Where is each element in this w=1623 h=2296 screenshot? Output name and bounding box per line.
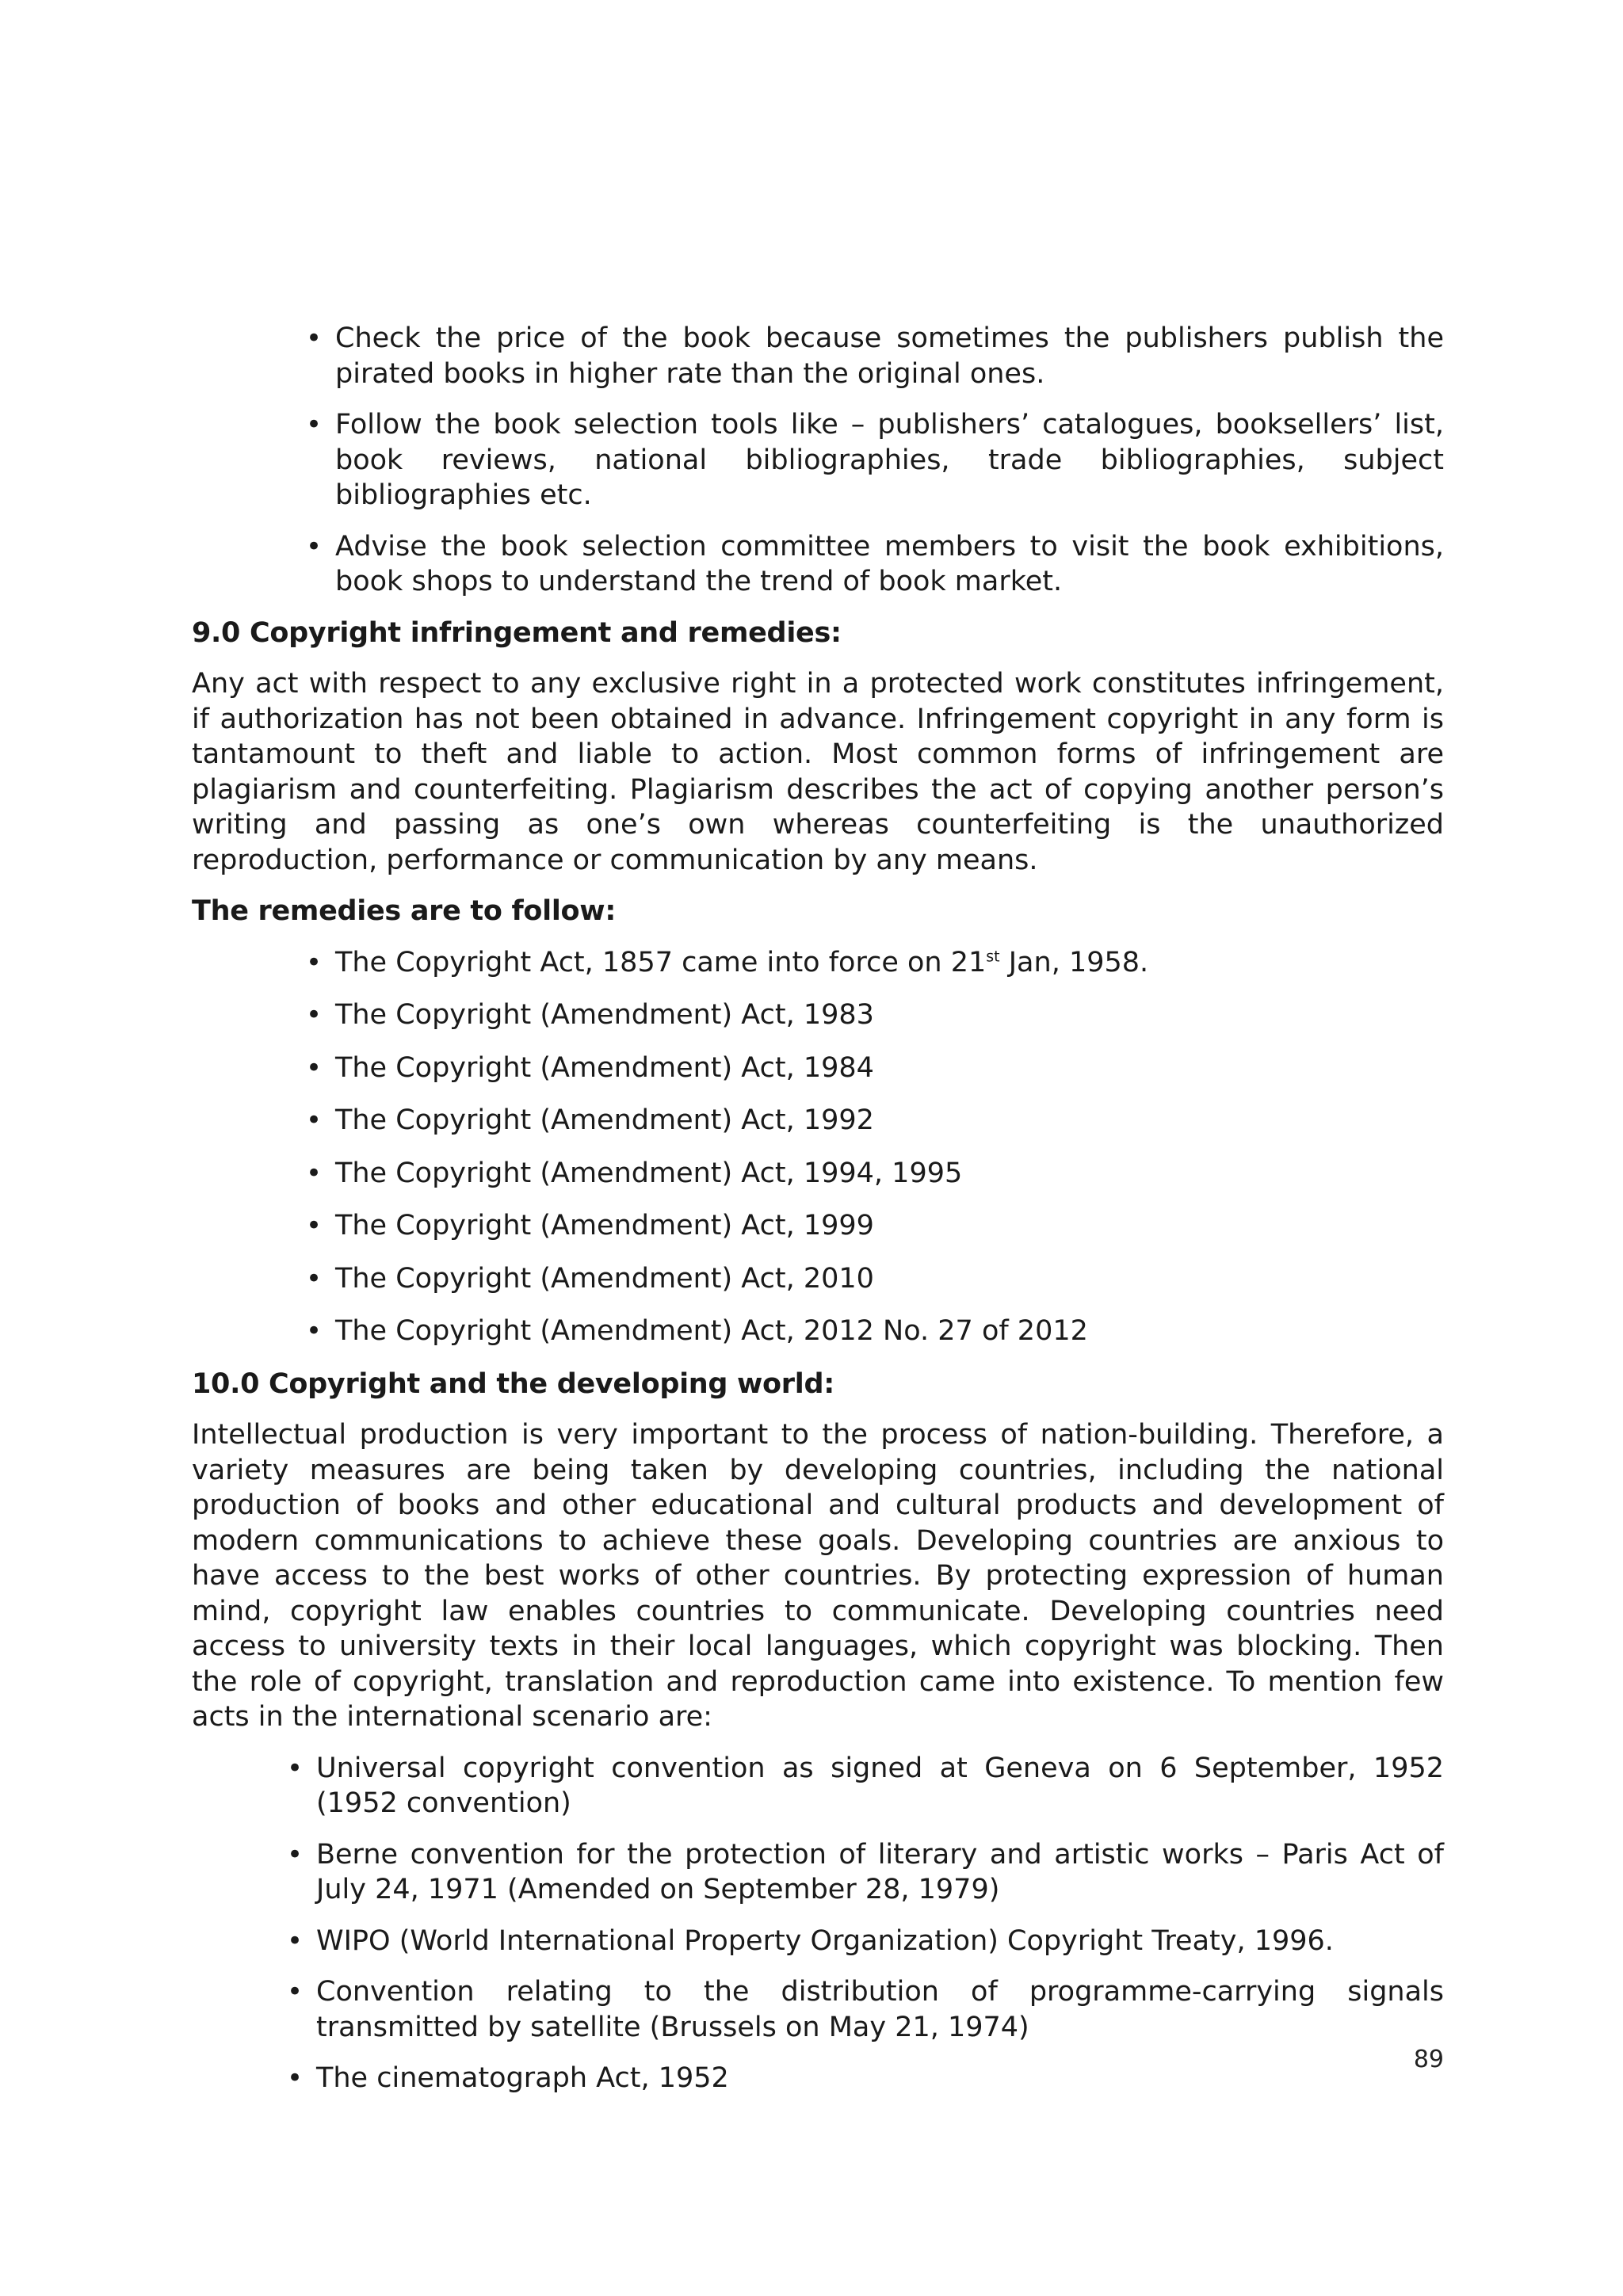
list-item-text: WIPO (World International Property Organization) Copyright Treaty, 1996.: [316, 1924, 1334, 1957]
remedy-first-before: The Copyright Act, 1857 came into force on 21: [335, 946, 987, 978]
list-item-text: The Copyright (Amendment) Act, 1992: [335, 1104, 874, 1136]
intro-bullet-list: [192, 321, 1444, 600]
section-10-paragraph: Intellectual production is very important to the process of nation-building. Therefore, a variety measures are being taken by developing countries, including the national production of books and other educational and cultural products and development of modern communications to achieve these goals. Developing countries are anxious to have access to the best works of other countries. By protecting expression of human mind, copyright law enables countries to communicate. Developing countries need access to university texts in their local languages, which copyright was blocking. Then the role of copyright, translation and reproduction came into existence. To mention few acts in the international scenario are:: [192, 1419, 1444, 1733]
bullet-icon: •: [287, 1976, 304, 2008]
list-item-text: The Copyright (Amendment) Act, 1999: [335, 1210, 874, 1241]
bullet-icon: •: [306, 322, 323, 354]
page-content: [192, 321, 1444, 2112]
remedy-first-text: [335, 947, 1148, 978]
list-item-text: The Copyright (Amendment) Act, 2012 No. 27 of 2012: [335, 1315, 1088, 1347]
bullet-icon: •: [306, 999, 323, 1031]
page-number: 89: [1413, 2046, 1444, 2073]
bullet-icon: •: [306, 1051, 323, 1084]
remedy-first-after: Jan, 1958.: [999, 946, 1149, 978]
list-item-text: The cinematograph Act, 1952: [316, 2062, 729, 2094]
bullet-icon: •: [287, 1752, 304, 1784]
list-item: [192, 997, 1444, 1033]
list-item: [192, 1837, 1444, 1908]
international-acts-list: [192, 1751, 1444, 2096]
list-item: [192, 1751, 1444, 1821]
bullet-icon: •: [287, 1924, 304, 1957]
bullet-icon: •: [287, 1838, 304, 1871]
bullet-icon: •: [306, 1157, 323, 1189]
list-item: [192, 1103, 1444, 1138]
ordinal-suffix: st: [986, 947, 1000, 965]
bullet-icon: •: [306, 530, 323, 563]
list-item-text: The Copyright (Amendment) Act, 1983: [335, 999, 874, 1031]
list-item: [192, 529, 1444, 600]
list-item: [192, 945, 1444, 981]
list-item: [192, 321, 1444, 391]
list-item: [192, 1208, 1444, 1244]
section-10-heading: 10.0 Copyright and the developing world:: [192, 1367, 834, 1400]
remedies-list: [192, 945, 1444, 1349]
remedies-subheading: The remedies are to follow:: [192, 895, 617, 927]
bullet-icon: •: [287, 2062, 304, 2094]
list-item: [192, 1051, 1444, 1086]
list-item-text: The Copyright (Amendment) Act, 1984: [335, 1051, 874, 1084]
section-9-heading: 9.0 Copyright infringement and remedies:: [192, 616, 842, 649]
bullet-icon: •: [306, 946, 323, 978]
list-item-text: Follow the book selection tools like – publishers’ catalogues, booksellers’ list, book reviews, national bibliographies, trade bibliographies, subject bibliographies etc.: [335, 409, 1444, 511]
list-item-text: Check the price of the book because sometimes the publishers publish the pirated books in higher rate than the original ones.: [335, 322, 1444, 390]
bullet-icon: •: [306, 1104, 323, 1136]
section-9-paragraph: Any act with respect to any exclusive right in a protected work constitutes infringement, if authorization has not been obtained in advance. Infringement copyright in any form is tantamount to theft and liable to action. Most common forms of infringement are plagiarism and counterfeiting. Plagiarism describes the act of copying another person’s writing and passing as one’s own whereas counterfeiting is the unauthorized reproduction, performance or communication by any means.: [192, 668, 1444, 876]
list-item-text: The Copyright (Amendment) Act, 2010: [335, 1262, 874, 1295]
list-item: [192, 1974, 1444, 2045]
list-item-text: Convention relating to the distribution of programme-carrying signals transmitted by satellite (Brussels on May 21, 1974): [316, 1976, 1444, 2043]
list-item: [192, 2061, 1444, 2096]
list-item-text: The Copyright (Amendment) Act, 1994, 1995: [335, 1157, 963, 1189]
list-item: [192, 1261, 1444, 1297]
list-item-text: Universal copyright convention as signed at Geneva on 6 September, 1952 (1952 convention): [316, 1752, 1444, 1819]
list-item: [192, 407, 1444, 513]
list-item: [192, 1924, 1444, 1959]
list-item: [192, 1314, 1444, 1349]
list-item-text: Berne convention for the protection of literary and artistic works – Paris Act of July 24, 1971 (Amended on September 28, 1979): [316, 1838, 1444, 1905]
bullet-icon: •: [306, 1210, 323, 1241]
list-item: [192, 1156, 1444, 1192]
bullet-icon: •: [306, 409, 323, 441]
bullet-icon: •: [306, 1315, 323, 1347]
bullet-icon: •: [306, 1262, 323, 1295]
list-item-text: Advise the book selection committee members to visit the book exhibitions, book shops to understand the trend of book market.: [335, 530, 1444, 597]
